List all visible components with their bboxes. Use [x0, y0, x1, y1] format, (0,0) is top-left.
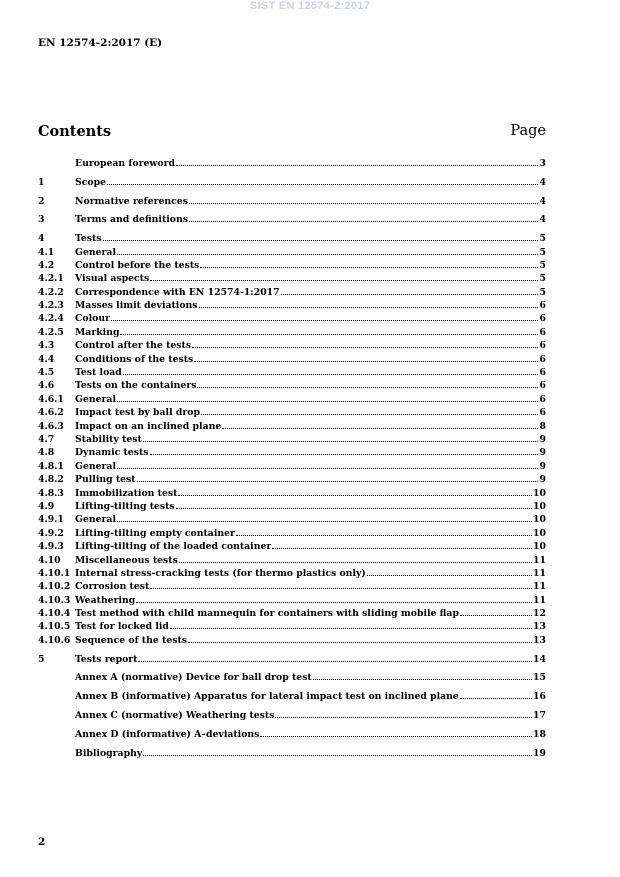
toc-entry-page: 19 — [533, 747, 546, 759]
toc-entry[interactable] — [38, 366, 546, 379]
toc-entry[interactable] — [38, 653, 546, 666]
toc-entry[interactable] — [38, 513, 546, 526]
toc-entry-number: 4.3 — [38, 340, 55, 352]
toc-entry[interactable] — [38, 634, 546, 647]
toc-entry-page: 5 — [539, 246, 546, 258]
toc-entry[interactable] — [38, 312, 546, 325]
table-of-contents — [38, 157, 546, 760]
toc-entry-title: Annex D (informative) A–deviations — [75, 728, 260, 740]
toc-dot-leader — [120, 333, 538, 335]
toc-entry-number: 4.8.2 — [38, 474, 64, 486]
toc-entry-page: 9 — [539, 433, 546, 445]
toc-entry-title: Correspondence with EN 12574-1:2017 — [75, 286, 280, 298]
toc-entry-page: 10 — [533, 500, 546, 512]
toc-entry-page: 6 — [539, 353, 546, 365]
toc-entry[interactable] — [38, 195, 546, 208]
toc-entry-number: 4.10.5 — [38, 621, 71, 633]
toc-dot-leader — [313, 678, 532, 680]
toc-entry-page: 5 — [539, 259, 546, 271]
toc-entry-title: General — [75, 514, 116, 526]
toc-entry[interactable] — [38, 567, 546, 580]
toc-entry-title: General — [75, 393, 116, 405]
toc-entry-title: European foreword — [75, 158, 175, 169]
toc-dot-leader — [188, 641, 532, 643]
toc-entry-page: 11 — [533, 567, 546, 579]
toc-entry-page: 5 — [539, 273, 546, 285]
toc-entry[interactable] — [38, 232, 546, 245]
toc-entry-page: 3 — [539, 158, 546, 169]
toc-entry-title: Colour — [75, 313, 110, 325]
toc-entry-page: 4 — [539, 195, 546, 207]
toc-entry-title: Lifting-tilting of the loaded container — [75, 541, 272, 553]
toc-entry[interactable] — [38, 671, 546, 684]
toc-entry[interactable] — [38, 286, 546, 299]
toc-entry-page: 4 — [539, 176, 546, 188]
toc-entry-title: Test for locked lid — [75, 621, 169, 633]
toc-entry-page: 6 — [539, 393, 546, 405]
toc-entry-number: 4.2.3 — [38, 300, 64, 312]
toc-dot-leader — [260, 735, 532, 737]
toc-entry-number: 4.10.6 — [38, 634, 71, 646]
toc-entry[interactable] — [38, 299, 546, 312]
toc-dot-leader — [272, 547, 532, 549]
toc-entry-number: 4.2.4 — [38, 313, 64, 325]
toc-entry-title: Test load — [75, 367, 122, 379]
toc-dot-leader — [123, 373, 538, 375]
toc-dot-leader — [150, 587, 532, 589]
toc-entry-number: 4.9.1 — [38, 514, 64, 526]
toc-entry-number: 4.10.3 — [38, 594, 71, 606]
toc-entry-number: 4.1 — [38, 246, 55, 258]
toc-entry-page: 6 — [539, 340, 546, 352]
toc-entry-page: 6 — [539, 300, 546, 312]
toc-entry[interactable] — [38, 393, 546, 406]
page-column-label: Page — [510, 123, 546, 139]
toc-entry-title: Marking — [75, 326, 120, 338]
toc-entry[interactable] — [38, 246, 546, 259]
toc-entry-title: Dynamic tests — [75, 447, 149, 459]
toc-entry-title: Tests report — [75, 653, 138, 665]
toc-entry-title: General — [75, 460, 116, 472]
toc-entry-title: General — [75, 246, 116, 258]
toc-entry[interactable] — [38, 747, 546, 760]
toc-dot-leader — [460, 697, 532, 699]
toc-entry[interactable] — [38, 433, 546, 446]
toc-entry-page: 10 — [533, 487, 546, 499]
toc-entry[interactable] — [38, 527, 546, 540]
toc-entry-page: 18 — [533, 728, 546, 740]
toc-entry-number: 4.9 — [38, 500, 55, 512]
toc-dot-leader — [222, 427, 538, 429]
toc-dot-leader — [201, 413, 538, 415]
toc-entry-number: 4.8.3 — [38, 487, 64, 499]
toc-entry-number: 4.2.2 — [38, 286, 64, 298]
toc-entry-title: Control before the tests — [75, 259, 200, 271]
toc-entry-number: 4.10.4 — [38, 608, 71, 620]
toc-entry[interactable] — [38, 379, 546, 392]
toc-dot-leader — [179, 561, 532, 563]
toc-entry[interactable] — [38, 620, 546, 633]
toc-entry-title: Impact test by ball drop — [75, 407, 200, 419]
toc-dot-leader — [117, 253, 538, 255]
toc-dot-leader — [107, 183, 538, 185]
toc-dot-leader — [275, 716, 532, 718]
toc-entry-title: Masses limit deviations — [75, 300, 198, 312]
toc-entry-title: Miscellaneous tests — [75, 554, 178, 566]
toc-entry[interactable] — [38, 728, 546, 741]
toc-dot-leader — [111, 319, 538, 321]
toc-entry-page: 6 — [539, 313, 546, 325]
toc-entry-title: Conditions of the tests — [75, 353, 194, 365]
toc-entry[interactable] — [38, 176, 546, 189]
toc-entry-title: Immobilization test — [75, 487, 178, 499]
toc-dot-leader — [150, 279, 538, 281]
toc-entry-page: 10 — [533, 514, 546, 526]
toc-entry-number: 1 — [38, 176, 45, 188]
toc-entry-number: 4.5 — [38, 367, 55, 379]
toc-entry-page: 9 — [539, 460, 546, 472]
toc-entry-title: Normative references — [75, 195, 188, 207]
toc-entry[interactable] — [38, 473, 546, 486]
toc-entry-page: 10 — [533, 527, 546, 539]
toc-entry-title: Annex B (informative) Apparatus for lateral impact test on inclined plane — [75, 691, 459, 703]
toc-dot-leader — [192, 346, 538, 348]
toc-dot-leader — [170, 627, 532, 629]
toc-entry[interactable] — [38, 353, 546, 366]
toc-entry[interactable] — [38, 709, 546, 722]
toc-dot-leader — [189, 220, 538, 222]
toc-entry-page: 16 — [533, 691, 546, 703]
toc-entry-page: 6 — [539, 367, 546, 379]
toc-entry-page: 4 — [539, 214, 546, 226]
toc-dot-leader — [103, 239, 538, 241]
toc-entry-number: 4.9.3 — [38, 541, 64, 553]
toc-entry-page: 6 — [539, 407, 546, 419]
toc-entry-number: 4.6.3 — [38, 420, 64, 432]
toc-entry-title: Scope — [75, 176, 106, 188]
toc-dot-leader — [176, 507, 532, 509]
toc-entry-title: Control after the tests — [75, 340, 192, 352]
toc-entry[interactable] — [38, 554, 546, 567]
toc-entry-number: 4.6 — [38, 380, 55, 392]
toc-dot-leader — [143, 754, 532, 756]
toc-entry[interactable] — [38, 259, 546, 272]
toc-entry[interactable] — [38, 460, 546, 473]
toc-entry-number: 4.4 — [38, 353, 55, 365]
toc-entry[interactable] — [38, 339, 546, 352]
toc-entry-page: 6 — [539, 326, 546, 338]
toc-dot-leader — [138, 660, 532, 662]
toc-dot-leader — [199, 306, 538, 308]
toc-entry-page: 5 — [539, 286, 546, 298]
toc-entry-title: Stability test — [75, 433, 142, 445]
toc-entry-page: 9 — [539, 447, 546, 459]
toc-entry[interactable] — [38, 607, 546, 620]
toc-entry-page: 5 — [539, 233, 546, 245]
toc-entry[interactable] — [38, 326, 546, 339]
toc-entry-page: 11 — [533, 554, 546, 566]
toc-entry-number: 4.10 — [38, 554, 61, 566]
toc-entry[interactable] — [38, 594, 546, 607]
toc-entry-number: 4.9.2 — [38, 527, 64, 539]
toc-entry-title: Annex A (normative) Device for ball drop test — [75, 672, 312, 684]
toc-entry-title: Visual aspects — [75, 273, 150, 285]
toc-dot-leader — [117, 520, 532, 522]
toc-entry-number: 4.6.1 — [38, 393, 64, 405]
toc-entry[interactable] — [38, 272, 546, 285]
toc-entry[interactable] — [38, 690, 546, 703]
toc-dot-leader — [200, 266, 538, 268]
toc-entry-page: 8 — [539, 420, 546, 432]
toc-dot-leader — [281, 293, 538, 295]
toc-dot-leader — [460, 614, 532, 616]
toc-entry-title: Lifting-tilting empty container — [75, 527, 235, 539]
toc-entry-title: Pulling test — [75, 474, 136, 486]
toc-entry-number: 4.10.1 — [38, 567, 71, 579]
toc-entry-number: 4.10.2 — [38, 581, 71, 593]
toc-entry-title: Lifting-tilting tests — [75, 500, 175, 512]
toc-dot-leader — [194, 360, 538, 362]
toc-entry-page: 9 — [539, 474, 546, 486]
toc-entry-title: Sequence of the tests — [75, 634, 187, 646]
toc-entry-number: 4.2 — [38, 259, 55, 271]
toc-dot-leader — [367, 574, 532, 576]
toc-entry-title: Impact on an inclined plane — [75, 420, 222, 432]
page-number: 2 — [38, 836, 46, 848]
toc-dot-leader — [189, 202, 538, 204]
toc-entry-page: 13 — [533, 634, 546, 646]
toc-entry[interactable] — [38, 500, 546, 513]
toc-dot-leader — [136, 601, 532, 603]
toc-entry[interactable] — [38, 406, 546, 419]
toc-dot-leader — [150, 453, 539, 455]
toc-dot-leader — [117, 400, 538, 402]
toc-entry-page: 14 — [533, 653, 546, 665]
toc-dot-leader — [178, 494, 532, 496]
toc-entry[interactable] — [38, 446, 546, 459]
toc-entry-title: Corrosion test — [75, 581, 150, 593]
toc-entry-number: 4.8.1 — [38, 460, 64, 472]
toc-entry-number: 3 — [38, 214, 45, 226]
document-id: EN 12574-2:2017 (E) — [38, 37, 163, 49]
watermark: SIST EN 12574-2:2017 — [249, 0, 371, 12]
toc-entry-page: 15 — [533, 672, 546, 684]
toc-entry-page: 11 — [533, 594, 546, 606]
toc-dot-leader — [117, 467, 538, 469]
toc-entry-number: 4.7 — [38, 433, 55, 445]
toc-entry-number: 5 — [38, 653, 45, 665]
toc-entry[interactable] — [38, 487, 546, 500]
toc-entry-page: 17 — [533, 709, 546, 721]
toc-entry-title: Test method with child mannequin for containers with sliding mobile flap — [75, 608, 459, 620]
toc-dot-leader — [176, 164, 538, 166]
toc-entry[interactable] — [38, 157, 546, 170]
toc-dot-leader — [197, 386, 538, 388]
toc-entry-page: 13 — [533, 621, 546, 633]
toc-entry-page: 6 — [539, 380, 546, 392]
toc-entry-title: Tests — [75, 233, 102, 245]
toc-entry-number: 4 — [38, 233, 45, 245]
toc-entry-title: Internal stress-cracking tests (for thermo plastics only) — [75, 567, 366, 579]
toc-entry[interactable] — [38, 420, 546, 433]
toc-entry-title: Tests on the containers — [75, 380, 197, 392]
toc-dot-leader — [143, 440, 538, 442]
toc-entry-number: 2 — [38, 195, 45, 207]
toc-dot-leader — [236, 534, 532, 536]
toc-entry[interactable] — [38, 213, 546, 226]
toc-entry-page: 10 — [533, 541, 546, 553]
toc-dot-leader — [137, 480, 538, 482]
toc-entry-number: 4.6.2 — [38, 407, 64, 419]
toc-entry-title: Terms and definitions — [75, 214, 188, 226]
toc-entry[interactable] — [38, 540, 546, 553]
toc-entry-number: 4.2.5 — [38, 326, 64, 338]
toc-entry-title: Weathering — [75, 594, 136, 606]
toc-entry[interactable] — [38, 580, 546, 593]
toc-entry-page: 11 — [533, 581, 546, 593]
toc-entry-page: 12 — [533, 608, 546, 620]
toc-entry-number: 4.2.1 — [38, 273, 64, 285]
toc-entry-title: Annex C (normative) Weathering tests — [75, 709, 275, 721]
toc-entry-number: 4.8 — [38, 447, 55, 459]
contents-heading: Contents — [38, 123, 112, 140]
toc-entry-title: Bibliography — [75, 747, 143, 759]
